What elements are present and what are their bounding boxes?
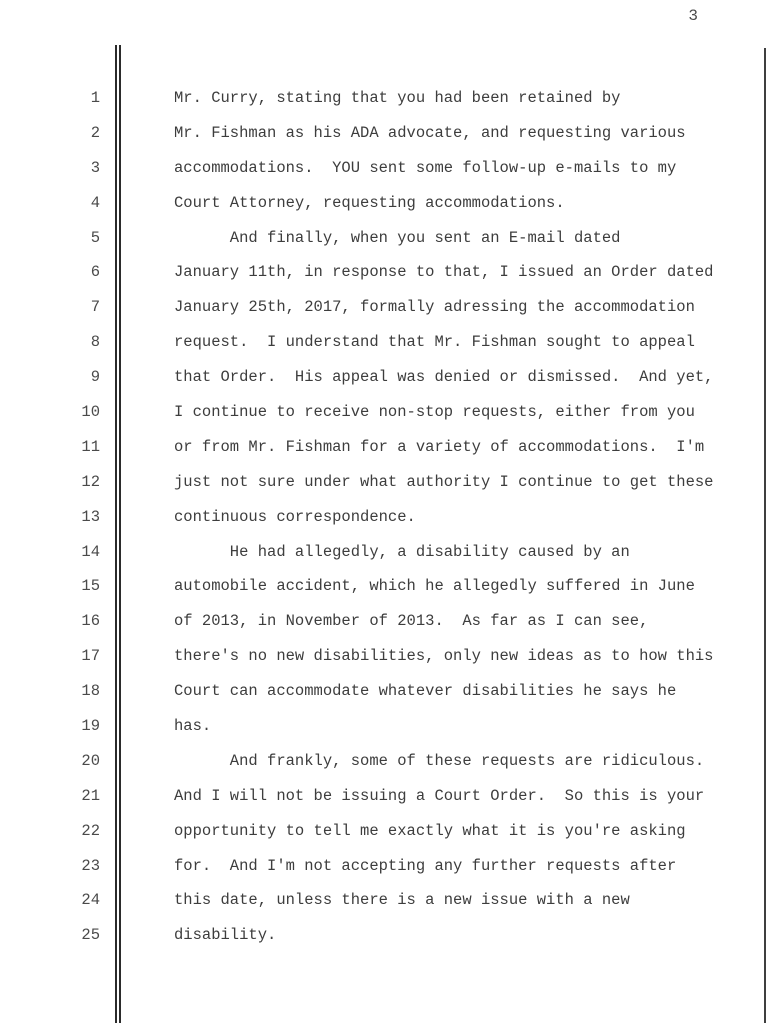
line-number: 9 xyxy=(90,368,100,387)
line-number: 19 xyxy=(81,717,100,736)
transcript-line xyxy=(0,535,784,570)
transcript-line xyxy=(0,465,784,500)
line-text: Court can accommodate whatever disabilities he says he xyxy=(174,682,677,701)
line-number: 8 xyxy=(90,333,100,352)
transcript-line xyxy=(0,709,784,744)
line-number: 15 xyxy=(81,577,100,596)
line-number: 25 xyxy=(81,926,100,945)
line-text: accommodations. YOU sent some follow-up e-mails to my xyxy=(174,158,677,177)
line-number: 10 xyxy=(81,403,100,422)
line-text: I continue to receive non-stop requests, either from you xyxy=(174,403,695,422)
line-text: Mr. Fishman as his ADA advocate, and requesting various xyxy=(174,123,686,142)
line-text: Court Attorney, requesting accommodations. xyxy=(174,193,565,212)
transcript-line xyxy=(0,290,784,325)
transcript-line xyxy=(0,430,784,465)
line-text: opportunity to tell me exactly what it is you're asking xyxy=(174,821,686,840)
line-number: 1 xyxy=(90,89,100,107)
line-text: for. And I'm not accepting any further requests after xyxy=(174,856,677,875)
line-text: just not sure under what authority I continue to get these xyxy=(174,472,714,491)
line-text: And finally, when you sent an E-mail dated xyxy=(174,228,621,247)
transcript-line xyxy=(0,849,784,884)
transcript-line xyxy=(0,325,784,360)
line-number: 17 xyxy=(81,647,100,666)
page-number: 3 xyxy=(688,7,698,25)
line-number: 5 xyxy=(90,228,100,247)
line-number: 22 xyxy=(81,821,100,840)
line-number: 11 xyxy=(81,437,100,456)
transcript-line xyxy=(0,883,784,918)
line-text: He had allegedly, a disability caused by an xyxy=(174,542,630,561)
line-number: 13 xyxy=(81,507,100,526)
line-text: continuous correspondence. xyxy=(174,507,416,526)
transcript-line xyxy=(0,674,784,709)
transcript-line xyxy=(0,744,784,779)
line-number: 16 xyxy=(81,612,100,631)
line-number: 23 xyxy=(81,856,100,875)
line-text: January 11th, in response to that, I issued an Order dated xyxy=(174,263,714,282)
line-number: 7 xyxy=(90,298,100,317)
line-number: 2 xyxy=(90,123,100,142)
transcript-line xyxy=(0,604,784,639)
line-number: 3 xyxy=(90,158,100,177)
line-text: that Order. His appeal was denied or dismissed. And yet, xyxy=(174,368,714,387)
line-text: January 25th, 2017, formally adressing the accommodation xyxy=(174,298,695,317)
line-text: has. xyxy=(174,717,212,736)
line-text: Mr. Curry, stating that you had been retained by xyxy=(174,89,621,107)
line-text: or from Mr. Fishman for a variety of accommodations. I'm xyxy=(174,437,705,456)
line-number: 14 xyxy=(81,542,100,561)
transcript-line xyxy=(0,918,784,953)
transcript-line xyxy=(0,221,784,256)
line-text: this date, unless there is a new issue with a new xyxy=(174,891,630,910)
line-number: 6 xyxy=(90,263,100,282)
line-number: 20 xyxy=(81,751,100,770)
line-number: 12 xyxy=(81,472,100,491)
transcript-line xyxy=(0,186,784,221)
transcript-body xyxy=(0,81,784,953)
transcript-line xyxy=(0,779,784,814)
transcript-line xyxy=(0,81,784,116)
line-text: And frankly, some of these requests are ridiculous. xyxy=(174,751,705,770)
line-number: 21 xyxy=(81,786,100,805)
transcript-line xyxy=(0,395,784,430)
line-text: automobile accident, which he allegedly suffered in June xyxy=(174,577,695,596)
transcript-line xyxy=(0,569,784,604)
transcript-line xyxy=(0,639,784,674)
transcript-line xyxy=(0,360,784,395)
line-text: request. I understand that Mr. Fishman sought to appeal xyxy=(174,333,695,352)
transcript-line xyxy=(0,151,784,186)
line-number: 18 xyxy=(81,682,100,701)
transcript-line xyxy=(0,255,784,290)
line-text: And I will not be issuing a Court Order. So this is your xyxy=(174,786,705,805)
line-text: there's no new disabilities, only new ideas as to how this xyxy=(174,647,714,666)
line-number: 4 xyxy=(90,193,100,212)
transcript-line xyxy=(0,500,784,535)
transcript-line xyxy=(0,116,784,151)
transcript-line xyxy=(0,814,784,849)
line-text: of 2013, in November of 2013. As far as I can see, xyxy=(174,612,649,631)
line-text: disability. xyxy=(174,926,277,945)
line-number: 24 xyxy=(81,891,100,910)
